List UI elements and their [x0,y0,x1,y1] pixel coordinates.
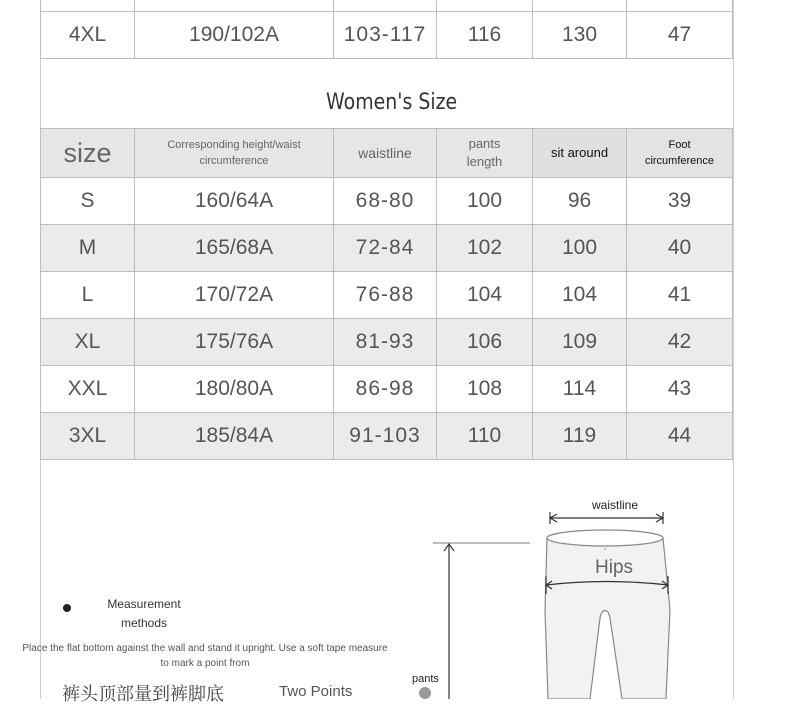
table-row-blank [41,0,733,12]
pants-marker-icon [419,687,431,699]
header-height-waist: Corresponding height/waist circumference [135,129,334,178]
table-row [41,12,733,59]
table-row [41,178,733,225]
height-waist-cell: 175/76A [135,319,334,366]
foot-cell: 40 [627,225,733,272]
pants-length-cell: 110 [437,413,533,460]
waistline-cell: 91-103 [334,413,437,460]
waistline-cell: 72-84 [334,225,437,272]
size-cell: L [41,272,135,319]
header-size: size [41,129,135,178]
page-title: Women's Size [326,90,458,115]
header-foot-circumference: Foot circumference [627,129,733,178]
sit-around-cell: 114 [533,366,627,413]
waistline-cell: 68-80 [334,178,437,225]
table-row [41,319,733,366]
sit-around-cell: 130 [533,12,627,59]
size-cell: S [41,178,135,225]
waistline-cell: 103-117 [334,12,437,59]
header-waistline: waistline [334,129,437,178]
length-arrow-icon [433,543,530,699]
pants-length-cell: 102 [437,225,533,272]
height-waist-cell: 165/68A [135,225,334,272]
table-header-row [41,129,733,178]
size-cell: XL [41,319,135,366]
pants-icon [545,530,670,699]
sit-around-cell: 100 [533,225,627,272]
height-waist-cell: 160/64A [135,178,334,225]
two-points-label: Two Points [279,683,353,700]
size-cell: 4XL [41,12,135,59]
waistline-cell: 86-98 [334,366,437,413]
header-pants-length: pants length [437,129,533,178]
pants-diagram [400,490,690,699]
pants-length-cell: 106 [437,319,533,366]
height-waist-cell: 185/84A [135,413,334,460]
sit-around-cell: 109 [533,319,627,366]
womens-size-table [40,128,733,460]
pants-length-cell: 108 [437,366,533,413]
diagram-pants-label: pants [412,673,439,685]
size-cell: 3XL [41,413,135,460]
foot-cell: 43 [627,366,733,413]
foot-cell: 44 [627,413,733,460]
foot-cell: 47 [627,12,733,59]
measurement-instruction: Place the flat bottom against the wall and stand it upright. Use a soft tape measure to mark a point from [22,643,388,669]
pants-length-cell: 104 [437,272,533,319]
pants-length-cell: 100 [437,178,533,225]
pants-length-cell: 116 [437,12,533,59]
foot-cell: 39 [627,178,733,225]
foot-cell: 41 [627,272,733,319]
sit-around-cell: 104 [533,272,627,319]
table-row [41,272,733,319]
sit-around-cell: 119 [533,413,627,460]
bullet-icon [63,604,71,612]
sit-around-cell: 96 [533,178,627,225]
height-waist-cell: 170/72A [135,272,334,319]
table-row [41,413,733,460]
diagram-waistline-label: waistline [592,498,639,512]
size-cell: XXL [41,366,135,413]
chinese-instruction: 裤头顶部量到裤脚底 [62,684,224,705]
height-waist-cell: 190/102A [135,12,334,59]
waistline-arrow-icon [550,512,663,524]
waistline-cell: 76-88 [334,272,437,319]
previous-size-table [40,0,733,59]
waistline-cell: 81-93 [334,319,437,366]
foot-cell: 42 [627,319,733,366]
size-cell: M [41,225,135,272]
table-row [41,366,733,413]
measurement-heading: Measurement methods [107,597,181,630]
table-row [41,225,733,272]
height-waist-cell: 180/80A [135,366,334,413]
diagram-hips-label: Hips [595,557,634,578]
header-sit-around: sit around [533,129,627,178]
